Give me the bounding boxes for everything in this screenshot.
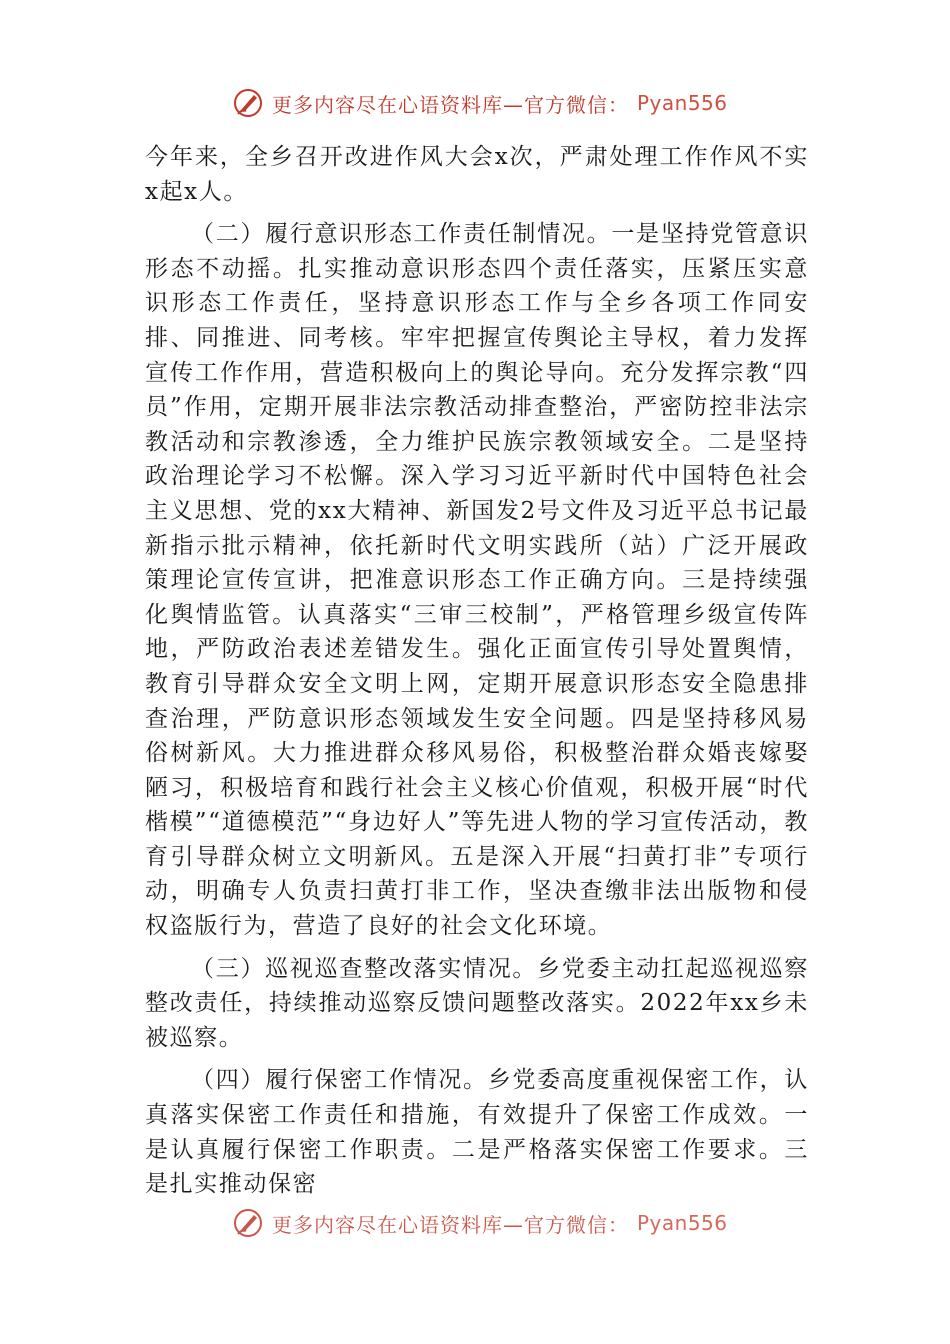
paragraph-confidentiality-work: （四）履行保密工作情况。乡党委高度重视保密工作，认真落实保密工作责任和措施，有效提升了保密工作成效。一是认真履行保密工作职责。二是严格落实保密工作要求。三是扎实推动保密 — [145, 1067, 809, 1198]
paragraph-continuation: 今年来，全乡召开改进作风大会x次，严肃处理工作作风不实x起x人。 — [145, 144, 809, 205]
pen-logo-icon — [232, 1207, 264, 1239]
document-body — [145, 140, 809, 1210]
paragraph-ideology-responsibility: （二）履行意识形态工作责任制情况。一是坚持党管意识形态不动摇。扎实推动意识形态四个责任落实，压紧压实意识形态工作责任，坚持意识形态工作与全乡各项工作同安排、同推进、同考核。牢牢把握宣传舆论主导权，着力发挥宣传工作作用，营造积极向上的舆论导向。充分发挥宗教“四员”作用，定期开展非法宗教活动排查整治，严密防控非法宗教活动和宗教渗透，全力维护民族宗教领域安全。二是坚持政治理论学习不松懈。深入学习习近平新时代中国特色社会主义思想、党的xx大精神、新国发2号文件及习近平总书记最新指示批示精神，依托新时代文明实践所（站）广泛开展政策理论宣传宣讲，把准意识形态工作正确方向。三是持续强化舆情监管。认真落实“三审三校制”，严格管理乡级宣传阵地，严防政治表述差错发生。强化正面宣传引导处置舆情，教育引导群众安全文明上网，定期开展意识形态安全隐患排查治理，严防意识形态领域发生安全问题。四是坚持移风易俗树新风。大力推进群众移风易俗，积极整治群众婚丧嫁娶陋习，积极培育和践行社会主义核心价值观，积极开展“时代楷模”“道德模范”“身边好人”等先进人物的学习宣传活动，教育引导群众树立文明新风。五是深入开展“扫黄打非”专项行动，明确专人负责扫黄打非工作，坚决查缴非法出版物和侵权盗版行为，营造了良好的社会文化环境。 — [145, 221, 809, 940]
watermark-header — [232, 83, 728, 123]
paragraph-inspection-rectification: （三）巡视巡查整改落实情况。乡党委主动扛起巡视巡察整改责任，持续推动巡察反馈问题整改落实。2022年xx乡未被巡察。 — [145, 955, 809, 1051]
watermark-text: 更多内容尽在心语资料库—官方微信： — [272, 1212, 629, 1237]
watermark-footer — [232, 1203, 728, 1243]
watermark-text: 更多内容尽在心语资料库—官方微信： — [272, 92, 629, 117]
watermark-wechat-id: Pyan556 — [637, 1211, 728, 1235]
pen-logo-icon — [232, 87, 264, 119]
watermark-wechat-id: Pyan556 — [637, 91, 728, 115]
